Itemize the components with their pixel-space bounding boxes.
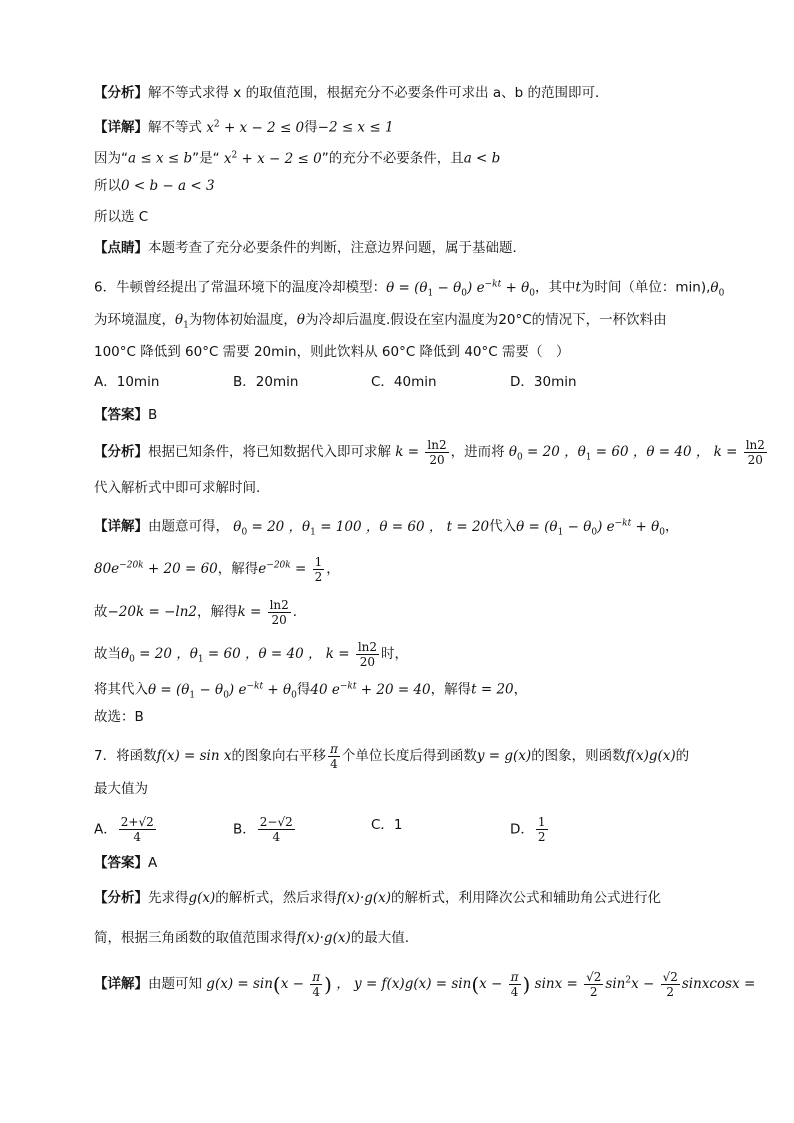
q7-option-a-letter: A． — [94, 821, 117, 838]
q7-option-d-letter: D． — [510, 821, 534, 838]
a-less-b: a < b — [463, 150, 501, 167]
q7-stem-line2-text: 最大值为 — [94, 781, 148, 797]
quadratic-condition: $x^2 + x - 2 \le 0$ — [219, 150, 322, 167]
q7-detail-formula: g(x) = sin(x − $\frac{\pi}{4}$ ) ， y = f(x)g(x) = sin(x − $\frac{\pi}{4}$ ) sinx = $\frac{√2}{2}$ $\sin^2x$ − $\frac{√2}{2}$ sinxcosx = — [206, 970, 756, 999]
q7-stem-e: 的 — [675, 748, 690, 764]
q6-stem-line2-b: 为物体初始温度， — [188, 312, 297, 328]
q7-answer-tag: 【答案】 — [94, 855, 148, 871]
because-text-b: ”是“ — [192, 150, 220, 167]
q7-answer-line — [94, 853, 706, 873]
q6-stem-line2-c: 为冷却后温度.假设在室内温度为 — [305, 312, 499, 328]
q6-answer-tag: 【答案】 — [94, 407, 148, 423]
q6-k-result: k = $\frac{\ln 2}{20}$ — [237, 598, 289, 627]
q6-detail-a: 由题意可得， — [148, 518, 229, 535]
q6-detail-line1: 【详解】由题意可得， $\theta_0 = 20$ ，$\theta_1 = 100$ ，θ = 60 ， t = 20代入$\theta = (\theta_1 - \theta_0) e^{-kt} + \theta_0$， — [94, 518, 679, 538]
q7-analysis-line2-a: 简，根据三角函数的取值范围求得 — [94, 930, 297, 946]
t-var: t — [575, 279, 581, 296]
q6-dang-line — [94, 640, 706, 670]
ab-condition: a ≤ x ≤ b — [128, 150, 193, 167]
detail-text-a: 解不等式 — [148, 119, 202, 136]
q6-sub-line: 将其代入$\theta = (\theta_1 - \theta_0) e^{-kt} + \theta_0$得40 $e^{-kt} + 20 = 40$，解得t = 20， — [94, 681, 528, 701]
q6-temp20: 20°C — [498, 312, 532, 328]
detail-text-b: 得 — [304, 119, 318, 136]
q6-detail-params: $\theta_0 = 20$ ，$\theta_1 = 100$ ，θ = 60 ， t = 20 — [233, 518, 490, 538]
q7-detail-line — [94, 970, 756, 999]
q6-stem-line2 — [94, 310, 706, 336]
q6-option-a: A．10min — [94, 374, 160, 390]
q6-stem-line2-a: 为环境温度， — [94, 312, 175, 328]
q7-analysis-tag: 【分析】 — [94, 890, 148, 906]
because-text-a: 因为“ — [94, 150, 128, 167]
q6-choose-line — [94, 707, 706, 727]
q7-stem-a: 7．将函数 — [94, 748, 157, 764]
theta0-var: $\theta_0$ — [710, 279, 725, 299]
inequality-formula: $x^2 + x - 2 \le 0$ — [206, 119, 305, 136]
q7-stem-b: 的图象向右平移 — [231, 748, 326, 764]
q6-solve-a: ，解得 — [217, 561, 259, 577]
q7-option-b: B． $\frac{2-√2}{4}$ — [233, 815, 293, 844]
q6-analysis-line2-text: 代入解析式中即可求解时间. — [94, 480, 261, 496]
q7-analysis-line2-b: 的最大值. — [350, 930, 410, 946]
q7-analysis-c: 的解析式，利用降次公式和辅助角公式进行化 — [391, 890, 662, 906]
q7-g-def: y = g(x) — [476, 748, 532, 764]
q6-dang-a: 故当 — [94, 646, 121, 662]
so-formula: 0 < b − a < 3 — [121, 178, 215, 194]
so-text: 所以 — [94, 178, 121, 194]
q6-sub-b: 得 — [296, 681, 311, 698]
q6-detail-b: 代入 — [489, 518, 517, 535]
q6-stem-line2-d: 的情况下，一杯饮料由 — [531, 312, 667, 328]
q6-stem-c: 为时间（单位： — [580, 279, 676, 296]
q5-analysis-line — [94, 83, 706, 103]
q7-analysis-line2 — [94, 928, 706, 948]
q6-sub-formula: $\theta = (\theta_1 - \theta_0) e^{-kt} + \theta_0$ — [148, 681, 297, 701]
q6-stem-unit: min), — [675, 279, 711, 296]
q5-detail-line — [94, 114, 706, 138]
q6-analysis-line2 — [94, 478, 706, 498]
q7-analysis-a: 先求得 — [148, 890, 189, 906]
q6-gu-a: 故 — [94, 604, 108, 620]
because-text-c: ”的充分不必要条件，且 — [321, 150, 464, 167]
cooling-model-formula: $\theta = (\theta_1 - \theta_0) e^{-kt} + \theta_0$ — [386, 279, 535, 299]
q5-point-line — [94, 238, 706, 258]
q6-sub-c: ，解得 — [430, 681, 472, 698]
q6-stem-line3-text: 100°C 降低到 60°C 需要 20min，则此饮料从 60°C 降低到 40°C 需要（ ） — [94, 344, 570, 360]
q6-gu-b: ，解得 — [196, 604, 238, 620]
point-tag: 【点睛】 — [94, 240, 148, 256]
point-text: 本题考查了充分必要条件的判断，注意边界问题，属于基础题． — [148, 240, 526, 256]
q7-answer: A — [148, 855, 158, 871]
q7-detail-a: 由题可知 — [148, 976, 202, 992]
q7-fg: f(x)g(x) — [625, 748, 676, 764]
q6-dang-params: $\theta_0 = 20$ ，$\theta_1 = 60$ ，θ = 40 ， k = $\frac{\ln 2}{20}$ — [121, 640, 378, 669]
q6-detail-formula: $\theta = (\theta_1 - \theta_0) e^{-kt} + \theta_0$ — [516, 518, 666, 538]
q7-f-def: f(x) = sin x — [156, 748, 232, 764]
q6-option-c: C．40min — [371, 374, 437, 390]
detail-tag: 【详解】 — [94, 119, 148, 136]
q6-stem-line3 — [94, 342, 706, 362]
q6-solve-line: $80e^{-20k} + 20 = 60$，解得$e^{-20k}$ = $\frac{1}{2}$ ， — [94, 555, 340, 584]
q7-option-a: A． $\frac{2+√2}{4}$ — [94, 815, 154, 844]
analysis-text: 解不等式求得 x 的取值范围，根据充分不必要条件可求出 a、b 的范围即可． — [148, 85, 609, 101]
q7-option-c — [371, 815, 403, 835]
q7-fxgx: f(x)·g(x) — [336, 890, 392, 906]
q6-option-b: B．20min — [233, 374, 299, 390]
q7-shift: $\frac{\pi}{4}$ — [329, 742, 338, 771]
q6-dang-b: 时， — [381, 646, 409, 662]
q7-analysis-b: 的解析式，然后求得 — [215, 890, 337, 906]
q6-analysis-tag: 【分析】 — [94, 444, 148, 460]
q6-analysis-b: ，进而将 — [450, 444, 505, 460]
q7-detail-tag: 【详解】 — [94, 976, 148, 992]
q6-sub-a: 将其代入 — [94, 681, 148, 698]
q6-answer: B — [148, 407, 158, 423]
q6-analysis-a: 根据已知条件，将已知数据代入即可求解 — [148, 444, 391, 460]
q5-so-line — [94, 176, 706, 196]
so-choice: 所以选 C — [94, 209, 149, 225]
q6-stem-b: ，其中 — [534, 279, 576, 296]
q7-fxgx-2: f(x)·g(x) — [296, 930, 351, 946]
q7-stem-d: 的图象，则函数 — [531, 748, 626, 764]
q6-stem-line1 — [94, 274, 725, 303]
q6-detail-tag: 【详解】 — [94, 518, 148, 535]
q6-solve-eq: $80e^{-20k} + 20 = 60$ — [94, 560, 218, 577]
q7-stem-line1 — [94, 742, 706, 771]
q5-because-line — [94, 145, 706, 169]
q6-option-d: D．30min — [510, 374, 577, 390]
q7-option-c-letter: C．1 — [371, 817, 403, 833]
q6-stem-a: 6．牛顿曾经提出了常温环境下的温度冷却模型： — [94, 279, 387, 296]
analysis-tag: 【分析】 — [94, 85, 148, 101]
k-formula: k = $\frac{\ln 2}{20}$ — [395, 438, 447, 467]
q6-gu-line: 故−20k = −ln2，解得k = $\frac{\ln 2}{20}$ ． — [94, 598, 307, 627]
theta1-var: $\theta_1$ — [175, 312, 189, 331]
q6-answer-line — [94, 405, 706, 425]
q6-sub-eq: 40 $e^{-kt} + 20 = 40$ — [310, 681, 431, 698]
q6-analysis-line1 — [94, 438, 765, 468]
q7-gx: g(x) — [188, 890, 216, 906]
q6-params: $\theta_0 = 20$ ，$\theta_1 = 60$ ，θ = 40 ， k = $\frac{\ln 2}{20}$ — [508, 438, 765, 467]
range-formula: −2 ≤ x ≤ 1 — [317, 119, 394, 136]
theta-var: θ — [296, 312, 306, 328]
q6-gu-eq: −20k = −ln2 — [107, 604, 197, 620]
q7-stem-line2 — [94, 779, 706, 799]
q6-solve-result: $e^{-20k}$ = $\frac{1}{2}$ — [258, 555, 323, 584]
q7-stem-c: 个单位长度后得到函数 — [341, 748, 477, 764]
q5-choice-line — [94, 207, 706, 227]
q6-choose: 故选：B — [94, 709, 144, 725]
q7-option-b-letter: B． — [233, 821, 256, 838]
q7-analysis-line1 — [94, 888, 706, 908]
q7-option-d: D． $\frac{1}{2}$ — [510, 815, 546, 844]
q6-t-result: t = 20 — [471, 681, 514, 698]
